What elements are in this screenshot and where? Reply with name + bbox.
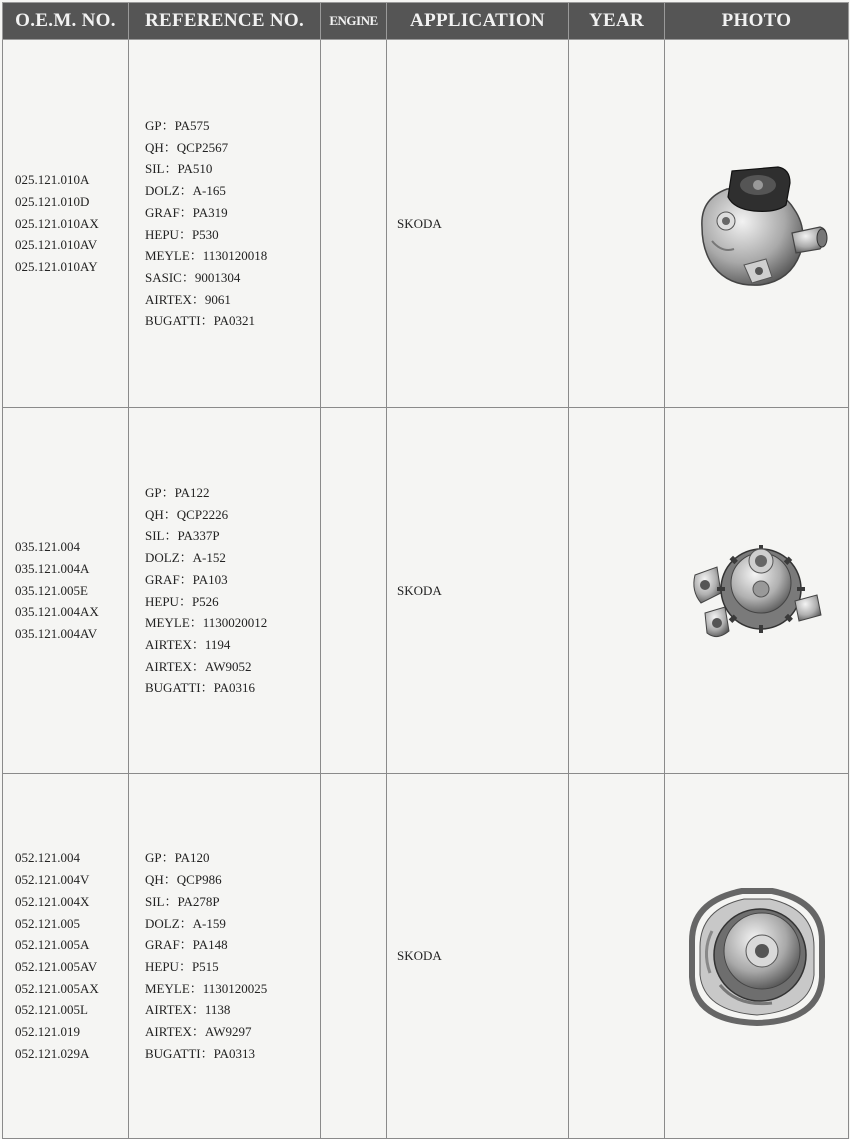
reference-number: AIRTEX：1194 [145, 636, 231, 652]
oem-number: 025.121.010D [15, 193, 90, 209]
oem-cell [3, 408, 129, 774]
table-row [3, 774, 849, 1139]
reference-number: SIL：PA510 [145, 161, 213, 177]
reference-number: QH：QCP2226 [145, 506, 229, 522]
engine-header: ENGINE [321, 3, 387, 40]
oem-number: 052.121.005A [15, 937, 90, 953]
water-pump-photo [682, 881, 832, 1031]
oem-number: 052.121.004X [15, 893, 90, 909]
engine-cell [321, 774, 387, 1139]
photo-cell [665, 40, 849, 408]
oem-number: 025.121.010A [15, 172, 90, 188]
water-pump-photo [682, 149, 832, 299]
reference-number: BUGATTI：PA0321 [145, 313, 256, 329]
reference-number: SIL：PA337P [145, 528, 220, 544]
year-cell [569, 40, 665, 408]
oem-number: 025.121.010AV [15, 237, 98, 253]
oem-number: 025.121.010AY [15, 259, 98, 275]
photo-header: PHOTO [665, 3, 849, 40]
reference-number: MEYLE：1130020012 [145, 615, 268, 631]
reference-number: DOLZ：A-159 [145, 915, 226, 931]
reference-header: REFERENCE NO. [129, 3, 321, 40]
oem-number: 052.121.005AX [15, 980, 99, 996]
reference-number: AIRTEX：AW9297 [145, 1024, 252, 1040]
oem-number: 052.121.005 [15, 915, 80, 931]
application-cell: SKODA [387, 774, 569, 1139]
application-header: APPLICATION [387, 3, 569, 40]
reference-number: HEPU：P526 [145, 593, 219, 609]
table-row [3, 408, 849, 774]
year-cell [569, 408, 665, 774]
reference-number: MEYLE：1130120025 [145, 980, 268, 996]
reference-number: QH：QCP2567 [145, 139, 229, 155]
oem-cell [3, 40, 129, 408]
oem-number: 035.121.004A [15, 560, 90, 576]
reference-number: QH：QCP986 [145, 872, 222, 888]
reference-number: MEYLE：1130120018 [145, 248, 268, 264]
oem-number: 035.121.004AV [15, 626, 98, 642]
application-cell: SKODA [387, 40, 569, 408]
oem-cell [3, 774, 129, 1139]
oem-number: 052.121.005L [15, 1002, 88, 1018]
year-cell [569, 774, 665, 1139]
reference-cell [129, 774, 321, 1139]
table-row [3, 40, 849, 408]
reference-number: GRAF：PA148 [145, 937, 228, 953]
photo-cell [665, 408, 849, 774]
reference-number: SIL：PA278P [145, 893, 220, 909]
reference-number: BUGATTI：PA0313 [145, 1045, 256, 1061]
reference-number: GRAF：PA103 [145, 571, 228, 587]
oem-header: O.E.M. NO. [3, 3, 129, 40]
reference-number: DOLZ：A-152 [145, 550, 226, 566]
photo-cell [665, 774, 849, 1139]
year-header: YEAR [569, 3, 665, 40]
reference-cell [129, 408, 321, 774]
oem-number: 035.121.004 [15, 539, 80, 555]
reference-number: AIRTEX：AW9052 [145, 658, 252, 674]
reference-number: HEPU：P515 [145, 959, 219, 974]
oem-number: 052.121.019 [15, 1024, 80, 1040]
parts-table [2, 2, 849, 1139]
reference-cell [129, 40, 321, 408]
reference-number: SASIC：9001304 [145, 269, 241, 285]
oem-number: 035.121.005E [15, 582, 88, 598]
application-cell: SKODA [387, 408, 569, 774]
engine-cell [321, 40, 387, 408]
oem-number: 052.121.004 [15, 850, 80, 866]
reference-number: HEPU：P530 [145, 226, 219, 242]
reference-number: BUGATTI：PA0316 [145, 680, 256, 696]
reference-number: GP：PA575 [145, 117, 210, 133]
oem-number: 052.121.004V [15, 872, 90, 888]
reference-number: DOLZ：A-165 [145, 183, 226, 199]
reference-number: AIRTEX：1138 [145, 1002, 231, 1018]
oem-number: 052.121.005AV [15, 959, 98, 974]
engine-cell [321, 408, 387, 774]
water-pump-photo [687, 531, 827, 651]
table-header-row [3, 3, 849, 40]
oem-number: 025.121.010AX [15, 215, 99, 231]
reference-number: GRAF：PA319 [145, 204, 228, 220]
reference-number: AIRTEX：9061 [145, 291, 231, 307]
oem-number: 035.121.004AX [15, 604, 99, 620]
reference-number: GP：PA122 [145, 484, 210, 500]
oem-number: 052.121.029A [15, 1045, 90, 1061]
reference-number: GP：PA120 [145, 850, 210, 866]
